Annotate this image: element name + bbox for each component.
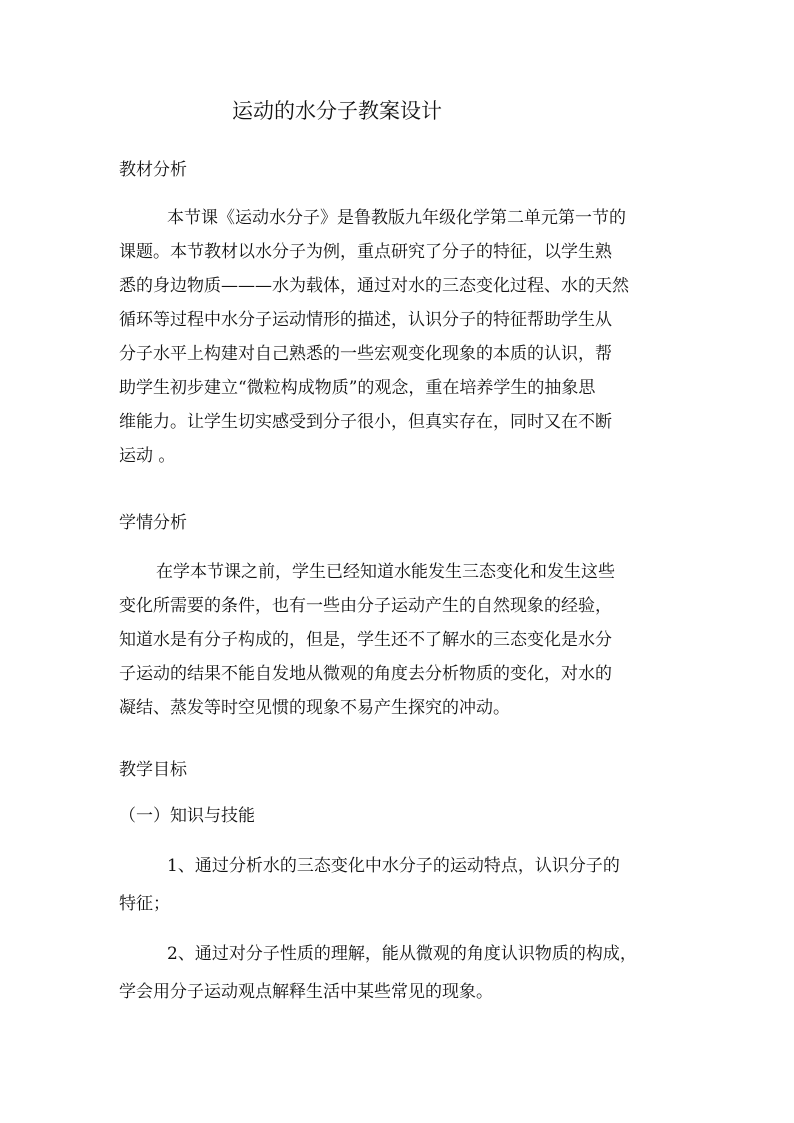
heading-teaching-goals: 教学目标 — [119, 760, 187, 780]
paragraph-line: 运动 。 — [119, 446, 176, 466]
goal-item-line: 特征； — [119, 894, 170, 914]
paragraph-line: 悉的身边物质———水为载体，通过对水的三态变化过程、水的天然 — [119, 276, 629, 296]
paragraph-line: 课题。本节教材以水分子为例，重点研究了分子的特征，以学生熟 — [119, 242, 612, 262]
goal-item-line: 1、通过分析水的三态变化中水分子的运动特点，认识分子的 — [167, 856, 620, 876]
goal-item-line: 学会用分子运动观点解释生活中某些常见的现象。 — [119, 982, 493, 1002]
paragraph-material-analysis — [119, 201, 685, 473]
heading-student-analysis: 学情分析 — [119, 513, 187, 533]
heading-material-analysis: 教材分析 — [119, 160, 187, 180]
goal-item-2 — [119, 935, 685, 1011]
paragraph-line: 分子水平上构建对自己熟悉的一些宏观变化现象的本质的认识，帮 — [119, 344, 612, 364]
paragraph-line: 在学本节课之前，学生已经知道水能发生三态变化和发生这些 — [156, 562, 615, 582]
paragraph-student-analysis — [119, 555, 685, 725]
goal-item-1 — [119, 847, 685, 923]
paragraph-line: 子运动的结果不能自发地从微观的角度去分析物质的变化，对水的 — [119, 664, 612, 684]
paragraph-line: 知道水是有分子构成的，但是，学生还不了解水的三态变化是水分 — [119, 630, 612, 650]
paragraph-line: 凝结、蒸发等时空见惯的现象不易产生探究的冲动。 — [119, 698, 510, 718]
paragraph-line: 变化所需要的条件，也有一些由分子运动产生的自然现象的经验， — [119, 596, 612, 616]
paragraph-line: 助学生初步建立“微粒构成物质”的观念，重在培养学生的抽象思 — [119, 378, 596, 398]
subheading-knowledge-skills: （一）知识与技能 — [119, 806, 255, 826]
paragraph-line: 循环等过程中水分子运动情形的描述，认识分子的特征帮助学生从 — [119, 310, 612, 330]
paragraph-line: 本节课《运动水分子》是鲁教版九年级化学第二单元第一节的 — [167, 208, 626, 228]
paragraph-line: 维能力。让学生切实感受到分子很小，但真实存在，同时又在不断 — [119, 412, 612, 432]
goal-item-line: 2、通过对分子性质的理解，能从微观的角度认识物质的构成， — [167, 944, 637, 964]
document-title: 运动的水分子教案设计 — [232, 99, 442, 123]
